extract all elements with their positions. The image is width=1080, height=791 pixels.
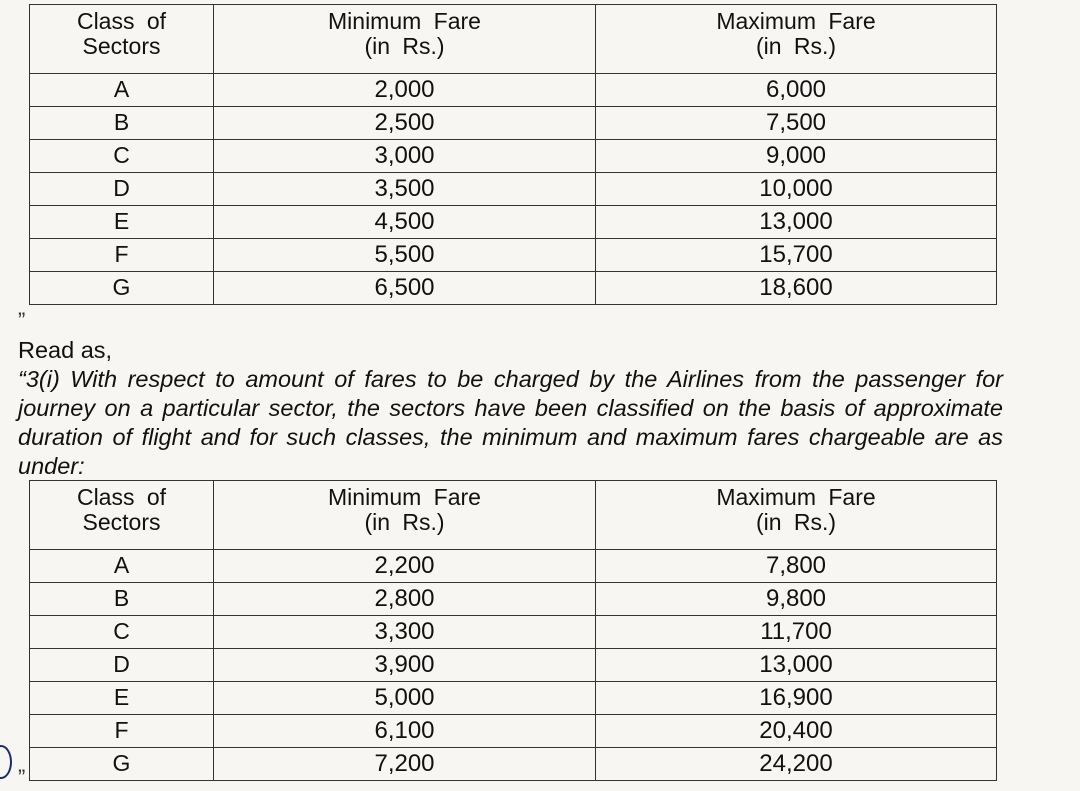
sector-cell: A bbox=[30, 74, 214, 107]
min-fare-cell: 4,500 bbox=[214, 206, 596, 239]
header-maximum-fare: Maximum Fare (in Rs.) bbox=[596, 5, 997, 74]
sector-cell: B bbox=[30, 583, 214, 616]
header-minimum-fare: Minimum Fare (in Rs.) bbox=[214, 481, 596, 550]
min-fare-cell: 2,200 bbox=[214, 550, 596, 583]
sector-cell: F bbox=[30, 715, 214, 748]
sector-cell: F bbox=[30, 239, 214, 272]
header-class-of-sectors: Class of Sectors bbox=[30, 5, 214, 74]
min-fare-cell: 3,900 bbox=[214, 649, 596, 682]
max-fare-cell: 13,000 bbox=[596, 206, 997, 239]
table-row bbox=[30, 206, 997, 239]
max-fare-cell: 7,800 bbox=[596, 550, 997, 583]
min-fare-cell: 2,800 bbox=[214, 583, 596, 616]
max-fare-cell: 24,200 bbox=[596, 748, 997, 781]
header-maximum-fare: Maximum Fare (in Rs.) bbox=[596, 481, 997, 550]
table-header-row bbox=[30, 5, 997, 74]
max-fare-cell: 9,800 bbox=[596, 583, 997, 616]
min-fare-cell: 3,300 bbox=[214, 616, 596, 649]
table-row bbox=[30, 239, 997, 272]
table-row bbox=[30, 140, 997, 173]
min-fare-cell: 3,500 bbox=[214, 173, 596, 206]
table-row bbox=[30, 649, 997, 682]
max-fare-cell: 20,400 bbox=[596, 715, 997, 748]
min-fare-cell: 6,500 bbox=[214, 272, 596, 305]
sector-cell: G bbox=[30, 272, 214, 305]
sector-cell: C bbox=[30, 616, 214, 649]
fare-table-existing bbox=[29, 4, 997, 305]
max-fare-cell: 15,700 bbox=[596, 239, 997, 272]
ink-mark-decoration bbox=[0, 745, 12, 779]
closing-quote-mark: ” bbox=[18, 308, 26, 333]
table-row bbox=[30, 74, 997, 107]
table-row bbox=[30, 682, 997, 715]
amendment-text: “3(i) With respect to amount of fares to be charged by the Airlines from the passenger for journey on a particular sector, the sectors have been classified on the basis of approximate duration of flight and for such classes, the minimum and maximum fares chargeable are as under: bbox=[18, 366, 1003, 479]
table-header-row bbox=[30, 481, 997, 550]
header-minimum-fare: Minimum Fare (in Rs.) bbox=[214, 5, 596, 74]
min-fare-cell: 6,100 bbox=[214, 715, 596, 748]
table-row bbox=[30, 173, 997, 206]
sector-cell: E bbox=[30, 682, 214, 715]
sector-cell: D bbox=[30, 649, 214, 682]
max-fare-cell: 6,000 bbox=[596, 74, 997, 107]
max-fare-cell: 13,000 bbox=[596, 649, 997, 682]
min-fare-cell: 5,500 bbox=[214, 239, 596, 272]
sector-cell: C bbox=[30, 140, 214, 173]
max-fare-cell: 7,500 bbox=[596, 107, 997, 140]
min-fare-cell: 7,200 bbox=[214, 748, 596, 781]
max-fare-cell: 10,000 bbox=[596, 173, 997, 206]
table-row bbox=[30, 107, 997, 140]
sector-cell: G bbox=[30, 748, 214, 781]
table-row bbox=[30, 583, 997, 616]
max-fare-cell: 16,900 bbox=[596, 682, 997, 715]
sector-cell: D bbox=[30, 173, 214, 206]
closing-quote-mark: ” bbox=[18, 765, 26, 790]
table-row bbox=[30, 748, 997, 781]
min-fare-cell: 2,500 bbox=[214, 107, 596, 140]
table-row bbox=[30, 272, 997, 305]
header-class-of-sectors: Class of Sectors bbox=[30, 481, 214, 550]
sector-cell: B bbox=[30, 107, 214, 140]
max-fare-cell: 11,700 bbox=[596, 616, 997, 649]
table-row bbox=[30, 550, 997, 583]
fare-table-revised bbox=[29, 480, 997, 781]
min-fare-cell: 5,000 bbox=[214, 682, 596, 715]
sector-cell: A bbox=[30, 550, 214, 583]
read-as-label: Read as, bbox=[18, 337, 113, 363]
table-row bbox=[30, 715, 997, 748]
sector-cell: E bbox=[30, 206, 214, 239]
max-fare-cell: 9,000 bbox=[596, 140, 997, 173]
min-fare-cell: 2,000 bbox=[214, 74, 596, 107]
amendment-paragraph bbox=[18, 336, 1003, 481]
min-fare-cell: 3,000 bbox=[214, 140, 596, 173]
max-fare-cell: 18,600 bbox=[596, 272, 997, 305]
table-row bbox=[30, 616, 997, 649]
